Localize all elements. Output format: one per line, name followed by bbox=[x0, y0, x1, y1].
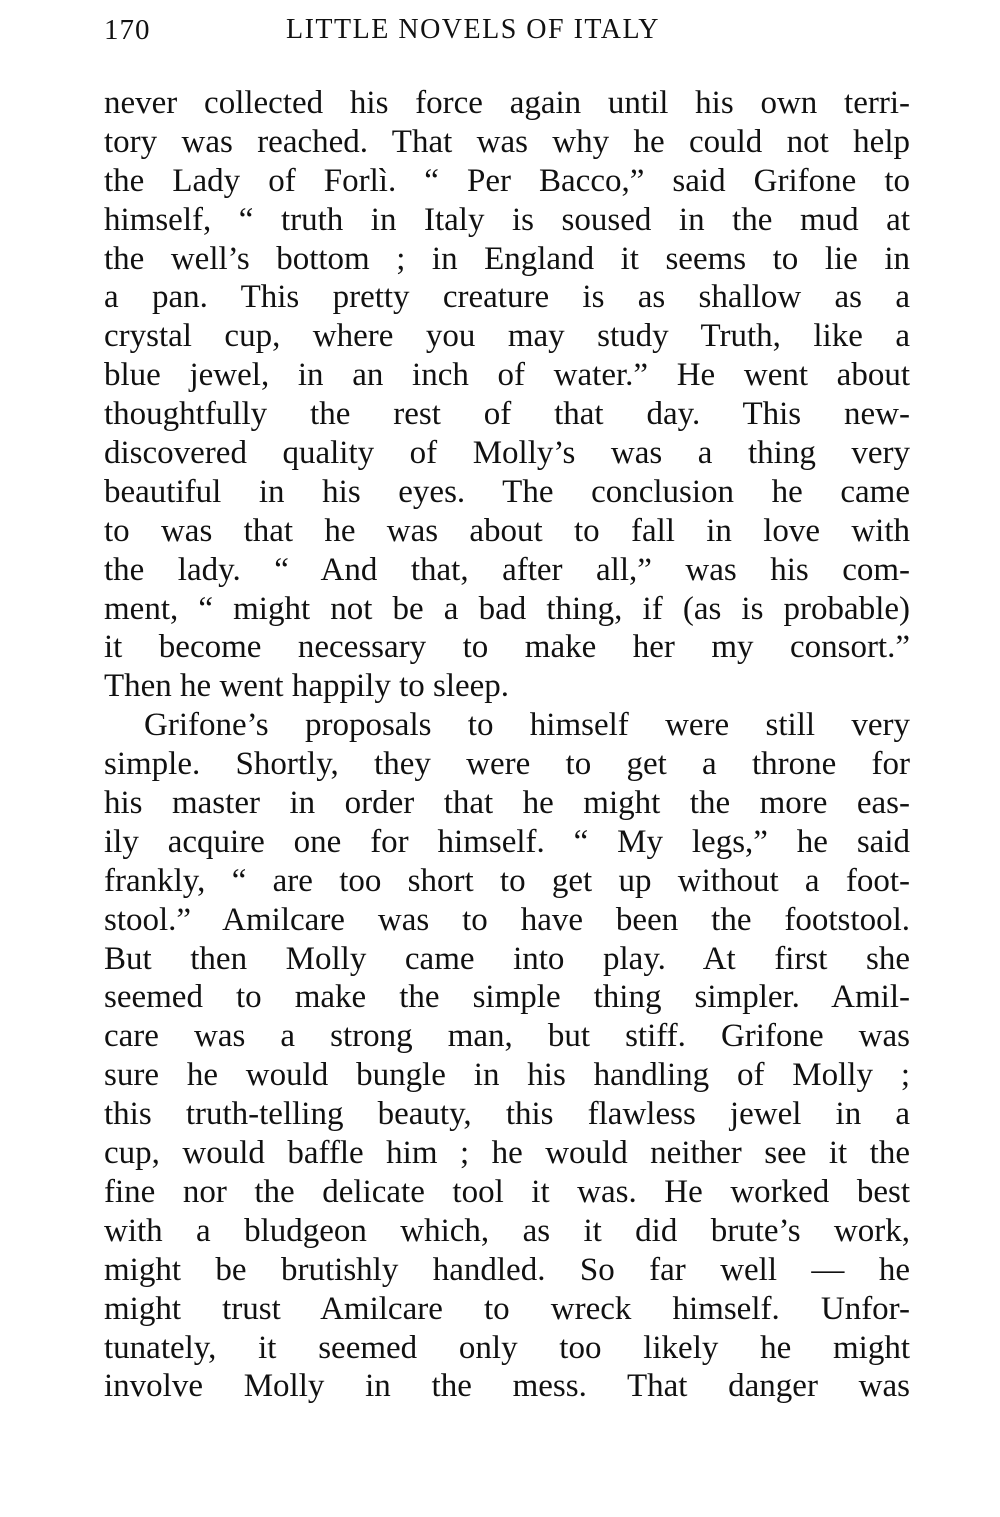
text-line: himself, “ truth in Italy is soused in the mud at bbox=[104, 201, 910, 238]
text-line: involve Molly in the mess. That danger was bbox=[104, 1368, 910, 1405]
text-line: tory was reached. That was why he could not help bbox=[104, 123, 910, 160]
text-line: to was that he was about to fall in love with bbox=[104, 512, 910, 549]
text-line: sure he would bungle in his handling of Molly ; bbox=[104, 1057, 910, 1094]
text-line: with a bludgeon which, as it did brute’s work, bbox=[104, 1212, 910, 1249]
text-line: his master in order that he might the more eas- bbox=[104, 785, 910, 822]
text-line: ment, “ might not be a bad thing, if (as is probable) bbox=[104, 590, 910, 627]
text-line: might be brutishly handled. So far well — he bbox=[104, 1251, 910, 1288]
page-header bbox=[104, 14, 910, 54]
text-line: this truth-telling beauty, this flawless jewel in a bbox=[104, 1096, 910, 1133]
text-line: a pan. This pretty creature is as shallow as a bbox=[104, 279, 910, 316]
text-line: seemed to make the simple thing simpler. Amil- bbox=[104, 979, 910, 1016]
text-line: discovered quality of Molly’s was a thing very bbox=[104, 435, 910, 472]
text-line: But then Molly came into play. At first she bbox=[104, 940, 910, 977]
text-line: blue jewel, in an inch of water.” He went about bbox=[104, 357, 910, 394]
text-line: frankly, “ are too short to get up without a foot- bbox=[104, 862, 910, 899]
text-line: ily acquire one for himself. “ My legs,” he said bbox=[104, 823, 910, 860]
text-line: never collected his force again until his own terri- bbox=[104, 85, 910, 121]
text-line: care was a strong man, but stiff. Grifone was bbox=[104, 1018, 910, 1055]
text-line: it become necessary to make her my consort.” bbox=[104, 629, 910, 666]
text-line: fine nor the delicate tool it was. He worked best bbox=[104, 1173, 910, 1210]
body-text bbox=[104, 84, 910, 1406]
text-line: simple. Shortly, they were to get a throne for bbox=[104, 746, 910, 783]
running-head: LITTLE NOVELS OF ITALY bbox=[286, 14, 661, 45]
text-line: the well’s bottom ; in England it seems to lie in bbox=[104, 240, 910, 277]
text-line: might trust Amilcare to wreck himself. Unfor- bbox=[104, 1290, 910, 1327]
paragraph-start-line: Grifone’s proposals to himself were still very bbox=[144, 707, 910, 744]
text-line: the lady. “ And that, after all,” was his com- bbox=[104, 551, 910, 588]
paragraph-end-line: Then he went happily to sleep. bbox=[104, 668, 510, 705]
text-line: crystal cup, where you may study Truth, like a bbox=[104, 318, 910, 355]
text-line: tunately, it seemed only too likely he might bbox=[104, 1329, 910, 1366]
text-line: thoughtfully the rest of that day. This new- bbox=[104, 396, 910, 433]
text-line: cup, would baffle him ; he would neither see it the bbox=[104, 1135, 910, 1172]
text-line: stool.” Amilcare was to have been the footstool. bbox=[104, 901, 910, 938]
page-number: 170 bbox=[104, 14, 151, 46]
text-line: beautiful in his eyes. The conclusion he came bbox=[104, 473, 910, 510]
text-line: the Lady of Forlì. “ Per Bacco,” said Grifone to bbox=[104, 162, 910, 199]
